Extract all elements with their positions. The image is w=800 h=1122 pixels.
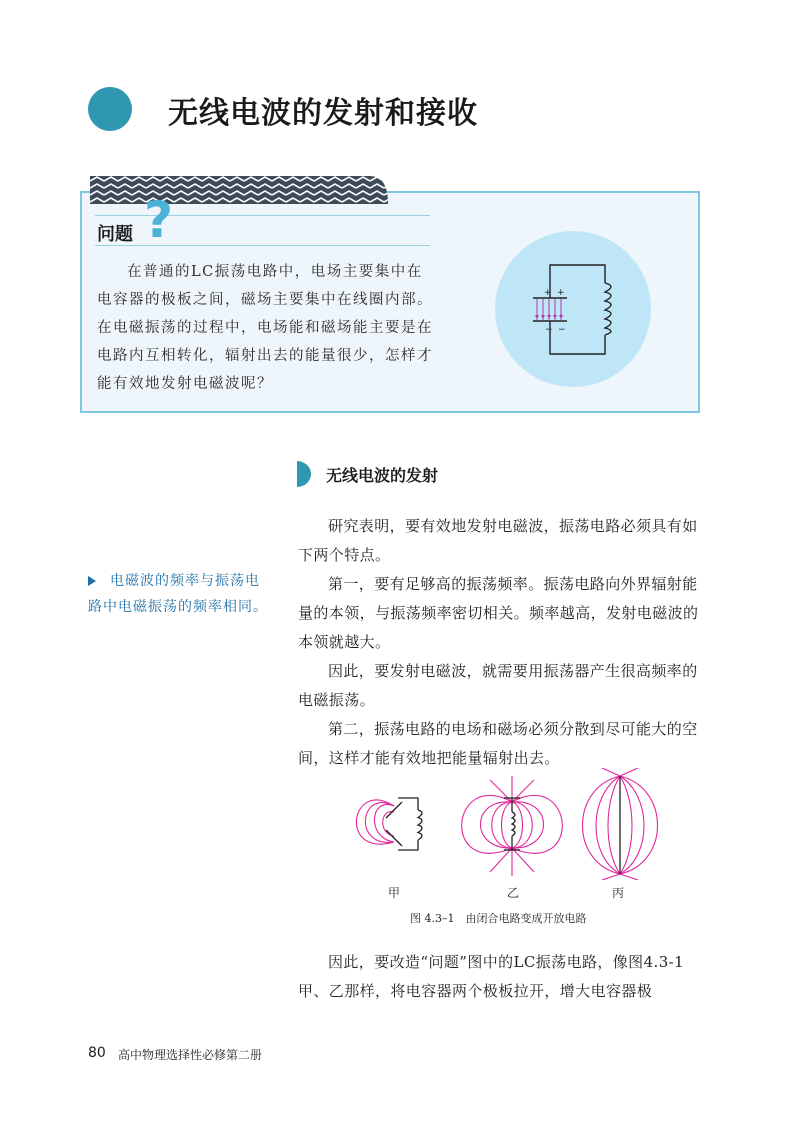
- book-title: 高中物理选择性必修第二册: [118, 1048, 263, 1062]
- figure-label-bing: 丙: [612, 886, 625, 900]
- figure-caption: 图 4.3–1 由闭合电路变成开放电路: [410, 912, 587, 925]
- question-line: 能有效地发射电磁波呢？: [97, 376, 273, 392]
- minus-sign: −: [545, 325, 553, 335]
- question-mark-icon: ?: [144, 191, 174, 249]
- question-line: 在电磁振荡的过程中，电场能和磁场能主要是在: [97, 320, 433, 336]
- figure-label-yi: 乙: [507, 886, 520, 900]
- lc-circuit-diagram: [495, 231, 651, 387]
- zigzag-banner: [90, 176, 388, 204]
- question-line: 电容器的极板之间，磁场主要集中在线圈内部。: [97, 292, 433, 308]
- question-line: 电路内互相转化，辐射出去的能量很少，怎样才: [97, 348, 433, 364]
- section-tab-icon: [297, 461, 311, 487]
- sidenote: [88, 568, 278, 620]
- paragraph: 因此，要发射电磁波，就需要用振荡器产生很高频率的电磁振荡。: [298, 662, 698, 709]
- title-dot-icon: [88, 87, 132, 131]
- page-title: 无线电波的发射和接收: [168, 96, 478, 131]
- figure-open-circuit: [340, 768, 670, 880]
- paragraph: 研究表明，要有效地发射电磁波，振荡电路必须具有如下两个特点。: [298, 517, 698, 564]
- paragraph: 第一，要有足够高的振荡频率。振荡电路向外界辐射能量的本领，与振荡频率密切相关。频率越高，发射电磁波的本领就越大。: [298, 575, 699, 651]
- figure-label-jia: 甲: [388, 886, 401, 900]
- question-text: [97, 258, 439, 398]
- page-number: 80: [88, 1045, 106, 1061]
- minus-sign: −: [558, 325, 566, 335]
- paragraph: 第二，振荡电路的电场和磁场必须分散到尽可能大的空间，这样才能有效地把能量辐射出去。: [298, 720, 698, 767]
- paragraph: 因此，要改造“问题”图中的LC振荡电路，像图4.3-1甲、乙那样，将电容器两个极板拉开，增大电容器极: [298, 953, 685, 1000]
- triangle-bullet-icon: [88, 576, 96, 586]
- sidenote-line: 路中电磁振荡的频率相同。: [88, 599, 268, 615]
- question-line: 在普通的LC振荡电路中，电场主要集中在: [127, 264, 423, 280]
- question-heading: 问题: [97, 224, 133, 245]
- section-heading: 无线电波的发射: [326, 466, 439, 485]
- plus-sign: +: [544, 288, 552, 298]
- body-text: [298, 512, 702, 773]
- plus-sign: +: [557, 288, 565, 298]
- sidenote-line: 电磁波的频率与振荡电: [110, 573, 260, 589]
- body-text-continued: [298, 948, 702, 1006]
